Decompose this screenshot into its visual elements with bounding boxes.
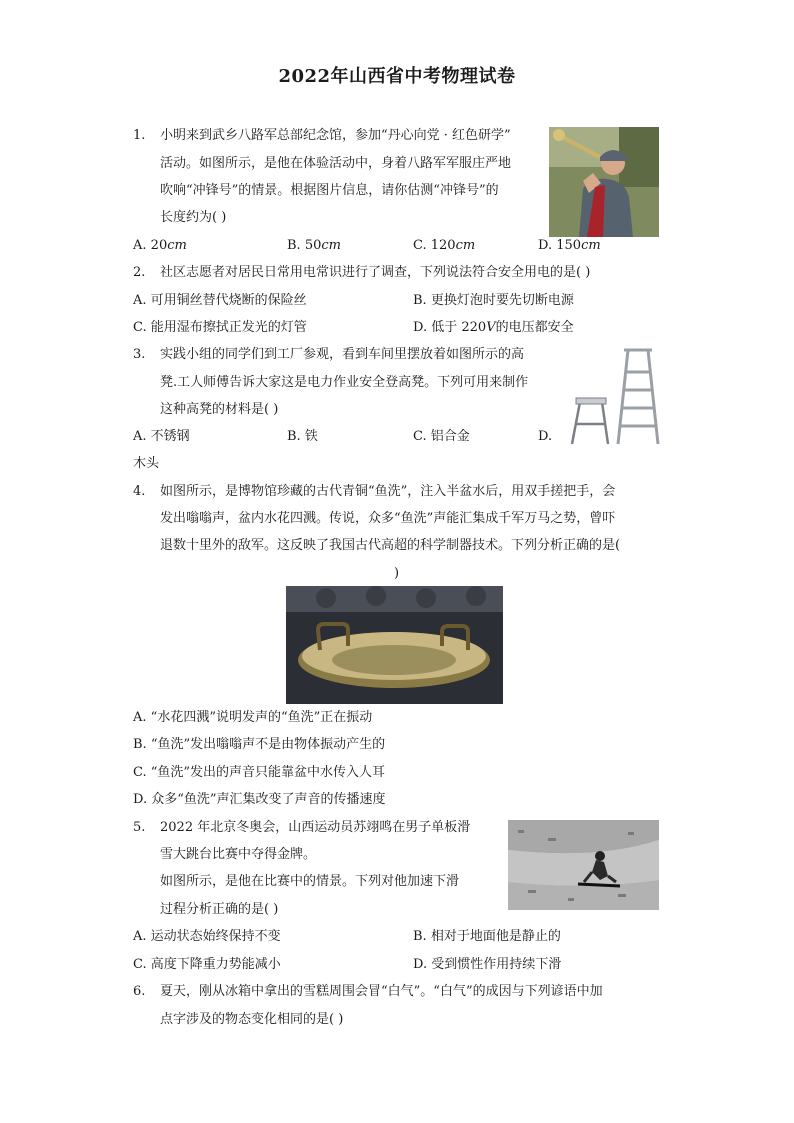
question-number: 2. [133,265,146,280]
option-c: C. 铝合金 [413,429,470,444]
question-text-line: 2022 年北京冬奥会，山西运动员苏翊鸣在男子单板滑 [160,820,471,835]
question-text-line: 社区志愿者对居民日常用电常识进行了调查，下列说法符合安全用电的是( ) [160,265,591,280]
bronze-basin-illustration [286,586,503,704]
question-number: 3. [133,347,146,362]
question-text-line: 这种高凳的材料是( ) [160,402,279,417]
bugler-illustration [549,127,659,237]
option-a: A. 运动状态始终保持不变 [133,929,281,944]
question-text-line: 如图所示，是博物馆珍藏的古代青铜“鱼洗”，注入半盆水后，用双手搓把手，会 [160,484,616,499]
question-number: 6. [133,984,146,999]
option-a: A. 20cm [133,238,187,253]
ladder-stool-photo [566,346,662,448]
option-b: B. “鱼洗”发出嗡嗡声不是由物体振动产生的 [133,737,386,752]
question-text-line: 如图所示，是他在比赛中的情景。下列对他加速下滑 [160,874,460,889]
question-text-line: 夏天，刚从冰箱中拿出的雪糕周围会冒“白气”。“白气”的成因与下列谚语中加 [160,984,603,999]
option-d: D. [538,429,553,444]
option-a: A. 可用铜丝替代烧断的保险丝 [133,293,307,308]
question-number: 4. [133,484,146,499]
option-c: C. 120cm [413,238,476,253]
option-d: D. 众多“鱼洗”声汇集改变了声音的传播速度 [133,792,386,807]
option-c: C. 能用湿布擦拭正发光的灯管 [133,320,307,335]
bronze-basin-photo [286,586,503,704]
question-text-line: 长度约为( ) [160,210,227,225]
option-b: B. 50cm [287,238,341,253]
option-a: A. “水花四溅”说明发声的“鱼洗”正在振动 [133,710,373,725]
snowboarder-illustration [508,820,659,910]
question-text-line: 过程分析正确的是( ) [160,902,279,917]
option-b: B. 相对于地面他是静止的 [413,929,561,944]
option-c: C. 高度下降重力势能减小 [133,957,281,972]
ladder-stool-illustration [566,346,662,448]
question-text-line: 小明来到武乡八路军总部纪念馆，参加“丹心向党 · 红色研学” [160,128,511,143]
question-text-line: 活动。如图所示，是他在体验活动中，身着八路军军服庄严地 [160,156,512,171]
question-text-line: 发出嗡嗡声，盆内水花四溅。传说，众多“鱼洗”声能汇集成千军万马之势，曾吓 [160,511,616,526]
option-d: D. 150cm [538,238,601,253]
option-d: D. 受到惯性作用持续下滑 [413,957,562,972]
page-title: 2022年山西省中考物理试卷 [278,66,516,87]
question-number: 5. [133,820,146,835]
closing-paren: ) [394,566,400,581]
option-c: C. “鱼洗”发出的声音只能靠盆中水传入人耳 [133,765,386,780]
question-text-line: 凳.工人师傅告诉大家这是电力作业安全登高凳。下列可用来制作 [160,375,529,390]
question-text-line: 点字涉及的物态变化相同的是( ) [160,1012,344,1027]
question-text-line: 雪大跳台比赛中夺得金牌。 [160,847,317,862]
question-number: 1. [133,128,146,143]
question-text-line: 退数十里外的敌军。这反映了我国古代高超的科学制器技术。下列分析正确的是( [160,538,621,553]
option-b: B. 更换灯泡时要先切断电源 [413,293,574,308]
option-b: B. 铁 [287,429,318,444]
option-d: D. 低于 220V的电压都安全 [413,320,574,335]
snowboarder-photo [508,820,659,910]
option-d-wrapped-text: 木头 [133,456,160,471]
question-text-line: 实践小组的同学们到工厂参观，看到车间里摆放着如图所示的高 [160,347,525,362]
question-text-line: 吹响“冲锋号”的情景。根据图片信息，请你估测“冲锋号”的 [160,183,499,198]
option-a: A. 不锈钢 [133,429,190,444]
bugler-photo [549,127,659,237]
